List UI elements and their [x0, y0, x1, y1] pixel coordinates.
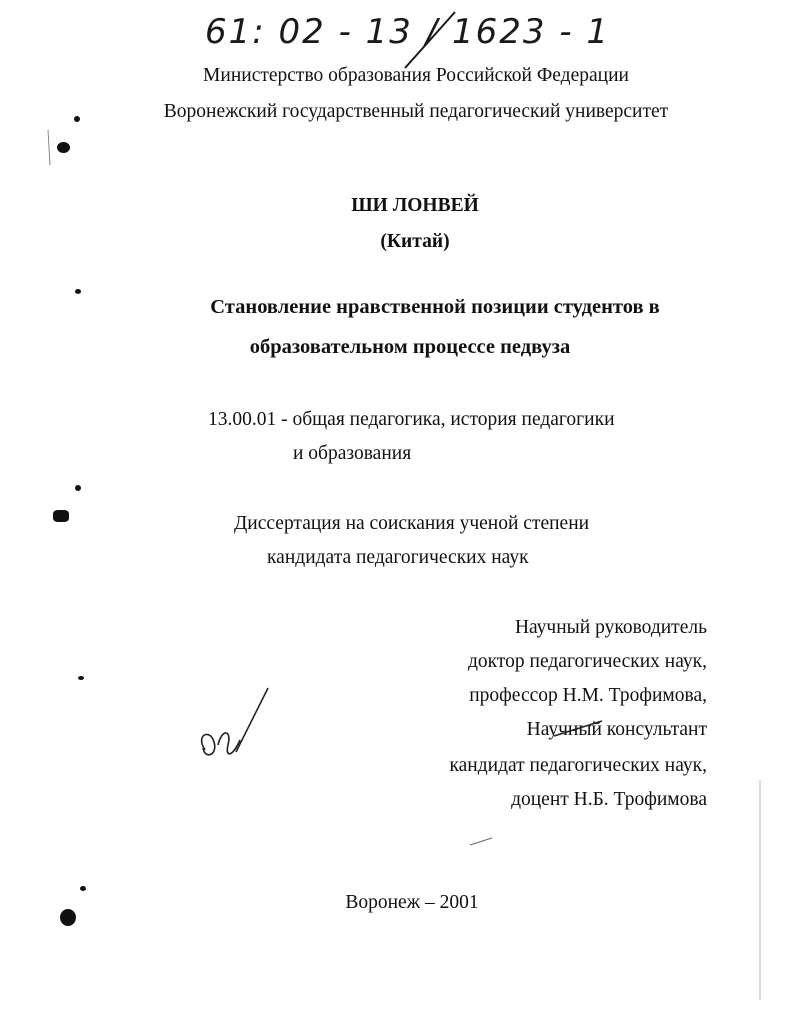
strike-through-mark: [554, 721, 602, 736]
archive-slash: [405, 12, 455, 68]
specialty-line-2: и образования: [293, 443, 412, 464]
author-country: (Китай): [380, 231, 450, 252]
city-year: Воронеж – 2001: [345, 892, 479, 913]
advisor-line-4: Научный консультант: [526, 719, 707, 740]
scan-line: [48, 130, 50, 165]
title-line-2: образовательном процессе педвуза: [249, 336, 571, 358]
advisor-line-3: профессор Н.М. Трофимова,: [469, 685, 707, 706]
advisor-line-6: доцент Н.Б. Трофимова: [511, 789, 707, 810]
advisor-line-2: доктор педагогических наук,: [468, 651, 707, 672]
scan-line: [470, 838, 492, 845]
title-line-1: Становление нравственной позиции студентов в: [210, 296, 660, 318]
university-line: Воронежский государственный педагогический университет: [163, 101, 669, 122]
advisor-line-5: кандидат педагогических наук,: [449, 755, 707, 776]
specialty-line-1: 13.00.01 - общая педагогика, история педагогики: [208, 409, 615, 430]
signature-icon: [202, 688, 268, 755]
ministry-line: Министерство образования Российской Федерации: [203, 65, 629, 86]
degree-line-2: кандидата педагогических наук: [267, 547, 529, 568]
archive-number: 61: 02 - 13 / 1623 - 1: [205, 12, 611, 52]
author-name: ШИ ЛОНВЕЙ: [351, 195, 479, 216]
advisor-line-1: Научный руководитель: [514, 617, 707, 638]
degree-line-1: Диссертация на соискания ученой степени: [234, 513, 590, 534]
